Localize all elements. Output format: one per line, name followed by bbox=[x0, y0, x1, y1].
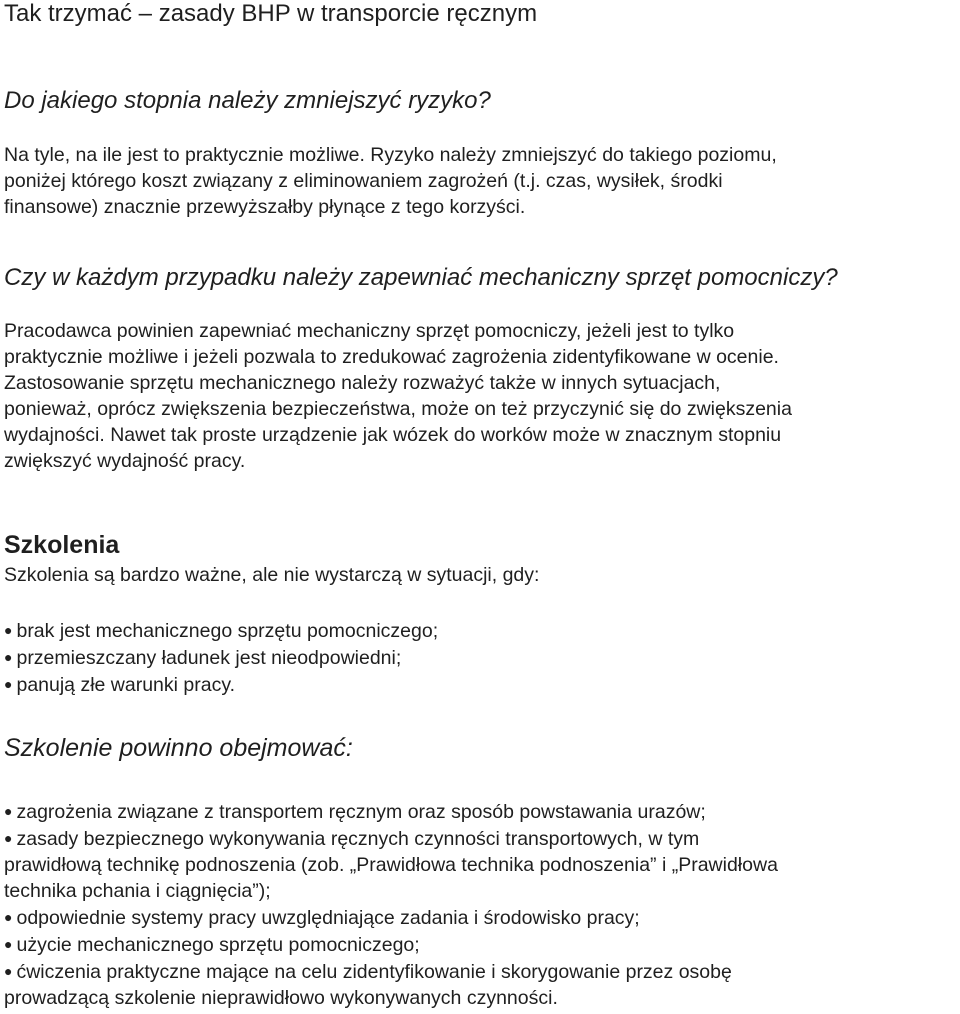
bullet-icon: ● bbox=[4, 676, 13, 692]
bullet-icon: ● bbox=[4, 803, 13, 819]
paragraph-line: Zastosowanie sprzętu mechanicznego należy rozważyć także w innych sytuacjach, bbox=[4, 372, 721, 394]
training-conditions-list bbox=[4, 617, 956, 698]
list-item-line bbox=[4, 798, 956, 825]
list-item bbox=[4, 931, 956, 958]
paragraph-line: ponieważ, oprócz zwiększenia bezpieczeństwa, może on też przyczynić się do zwiększenia bbox=[4, 398, 792, 420]
list-item bbox=[4, 825, 956, 904]
section-heading-training-scope: Szkolenie powinno obejmować: bbox=[4, 734, 353, 762]
question-heading-equipment: Czy w każdym przypadku należy zapewniać mechaniczny sprzęt pomocniczy? bbox=[4, 264, 838, 291]
question-heading-risk: Do jakiego stopnia należy zmniejszyć ryzyko? bbox=[4, 87, 491, 114]
list-item-text: brak jest mechanicznego sprzętu pomocniczego; bbox=[16, 620, 439, 642]
list-item-line: prawidłową technikę podnoszenia (zob. „Prawidłowa technika podnoszenia” i „Prawidłowa bbox=[4, 854, 778, 876]
list-item-line: technika pchania i ciągnięcia”); bbox=[4, 880, 271, 902]
bullet-icon: ● bbox=[4, 909, 13, 925]
list-item-text: ćwiczenia praktyczne mające na celu zidentyfikowanie i skorygowanie przez osobę bbox=[16, 961, 732, 983]
list-item-line bbox=[4, 904, 956, 931]
paragraph-risk bbox=[4, 142, 956, 220]
paragraph-line: finansowe) znacznie przewyższałby płynące z tego korzyści. bbox=[4, 196, 526, 218]
list-item-text: odpowiednie systemy pracy uwzględniające zadania i środowisko pracy; bbox=[16, 907, 640, 929]
list-item bbox=[4, 958, 956, 1011]
document-title: Tak trzymać – zasady BHP w transporcie ręcznym bbox=[4, 0, 538, 27]
paragraph-line: zwiększyć wydajność pracy. bbox=[4, 450, 246, 472]
section-heading-training: Szkolenia bbox=[4, 531, 120, 559]
list-item bbox=[4, 671, 956, 698]
list-item-text: zasady bezpiecznego wykonywania ręcznych czynności transportowych, w tym bbox=[16, 828, 700, 850]
paragraph-line: praktycznie możliwe i jeżeli pozwala to zredukować zagrożenia zidentyfikowane w ocenie. bbox=[4, 346, 779, 368]
paragraph-line: poniżej którego koszt związany z eliminowaniem zagrożeń (t.j. czas, wysiłek, środki bbox=[4, 170, 723, 192]
training-intro: Szkolenia są bardzo ważne, ale nie wystarczą w sytuacji, gdy: bbox=[4, 564, 540, 586]
paragraph-line: Pracodawca powinien zapewniać mechaniczny sprzęt pomocniczy, jeżeli jest to tylko bbox=[4, 320, 735, 342]
list-item-line bbox=[4, 825, 956, 852]
list-item-text: panują złe warunki pracy. bbox=[16, 674, 236, 696]
bullet-icon: ● bbox=[4, 649, 13, 665]
list-item bbox=[4, 644, 956, 671]
paragraph-equipment bbox=[4, 318, 956, 474]
list-item-text: zagrożenia związane z transportem ręcznym oraz sposób powstawania urazów; bbox=[16, 801, 706, 823]
bullet-icon: ● bbox=[4, 936, 13, 952]
list-item bbox=[4, 904, 956, 931]
list-item-line: prowadzącą szkolenie nieprawidłowo wykonywanych czynności. bbox=[4, 987, 558, 1009]
list-item-text: użycie mechanicznego sprzętu pomocniczego; bbox=[16, 934, 420, 956]
training-scope-list bbox=[4, 798, 956, 1011]
list-item bbox=[4, 617, 956, 644]
list-item bbox=[4, 798, 956, 825]
list-item-line bbox=[4, 931, 956, 958]
bullet-icon: ● bbox=[4, 830, 13, 846]
list-item-line bbox=[4, 958, 956, 985]
list-item-text: przemieszczany ładunek jest nieodpowiedni; bbox=[16, 647, 402, 669]
paragraph-line: Na tyle, na ile jest to praktycznie możliwe. Ryzyko należy zmniejszyć do takiego poziomu, bbox=[4, 144, 777, 166]
paragraph-line: wydajności. Nawet tak proste urządzenie jak wózek do worków może w znacznym stopniu bbox=[4, 424, 782, 446]
bullet-icon: ● bbox=[4, 622, 13, 638]
bullet-icon: ● bbox=[4, 963, 13, 979]
